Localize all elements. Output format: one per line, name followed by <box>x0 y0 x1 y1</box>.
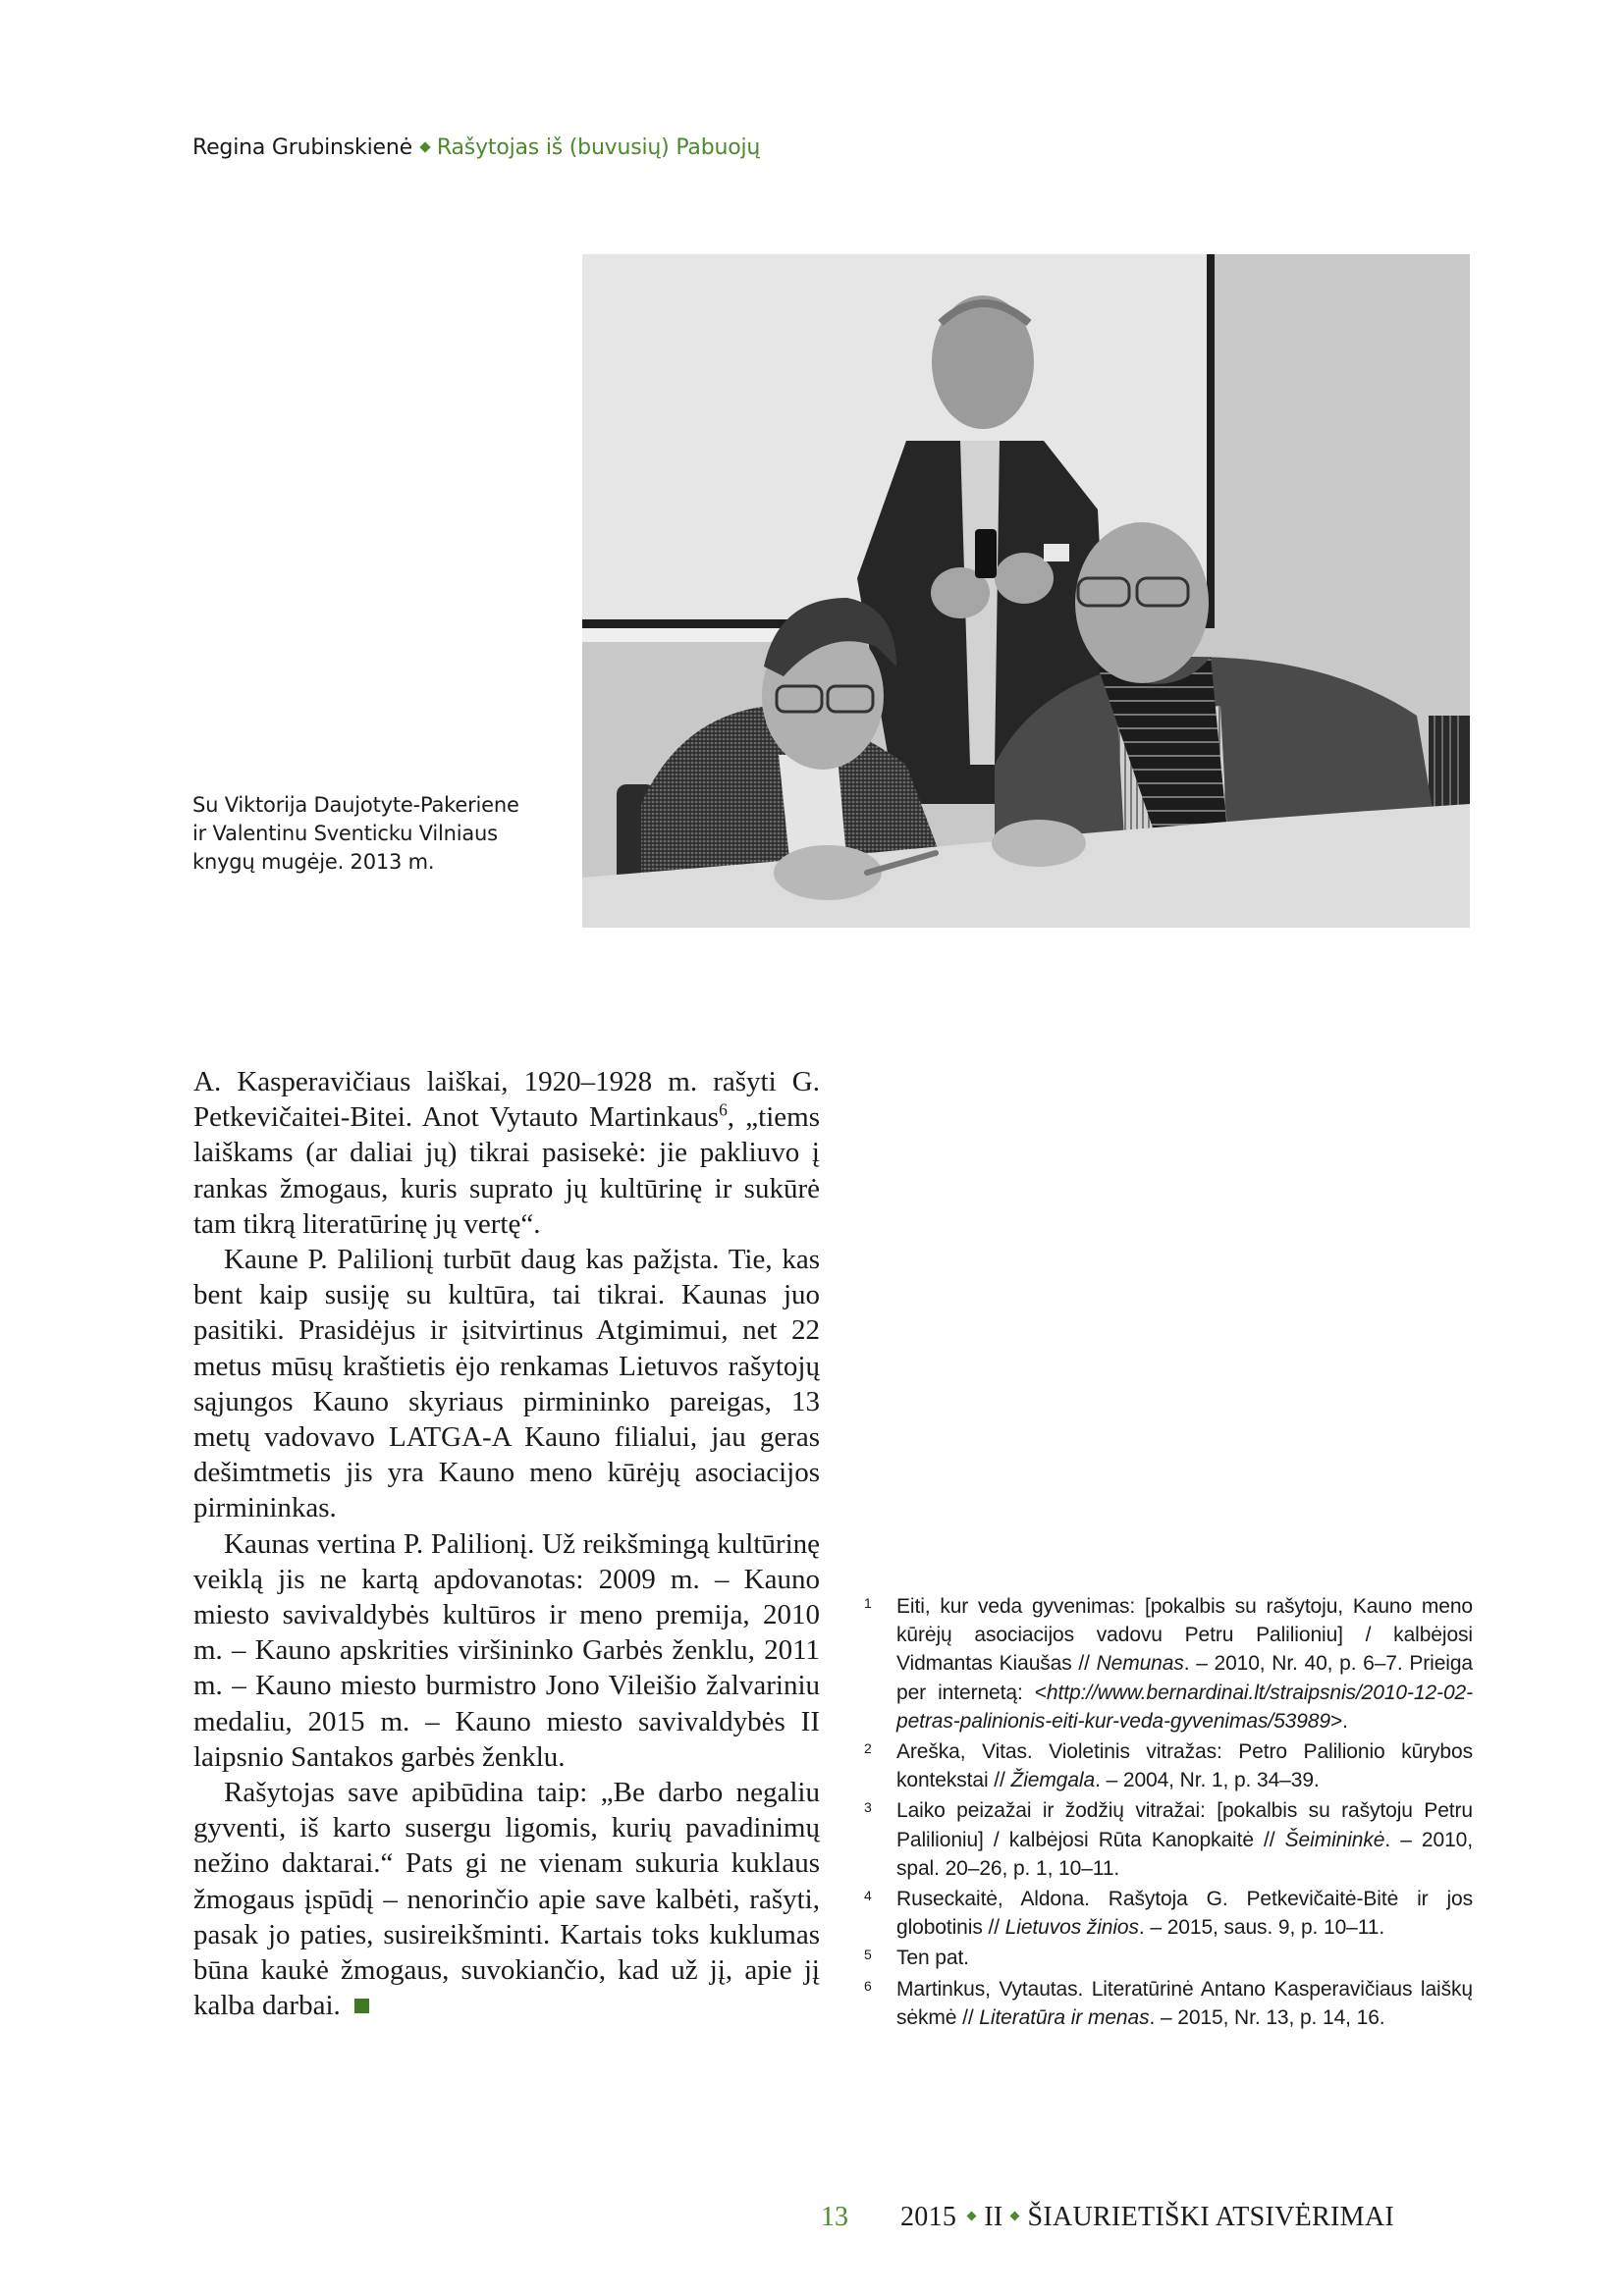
paragraph: Rašytojas save apibūdina taip: „Be darbo negaliu gyventi, iš karto susergu ligomis, kurių pavadinimų nežino daktarai.“ Pats gi ne vienam sukuria kuklaus žmogaus įspūdį – nenorinčio apie save kalbėti, rašyti, pasak jo paties, susireikšminti. Kartais toks kuklumas būna kaukė žmogaus, suvokiančio, kad už jį, apie jį kalba darbai. <box>193 1777 820 2022</box>
photograph <box>582 254 1470 928</box>
end-mark-square-icon <box>354 1999 369 2013</box>
paragraph: Kaunas vertina P. Palilionį. Už reikšmingą kultūrinę veiklą jis ne kartą apdovanotas: 2009 m. – Kauno miesto savivaldybės kultūros ir meno premija, 2010 m. – Kauno apskrities viršininko Garbės ženklu, 2011 m. – Kauno miesto burmistro Jono Vileišio žalvariniu medaliu, 2015 m. – Kauno miesto savivaldybės II laipsnio Santakos garbės ženklu. <box>193 1527 820 1773</box>
footnote <box>862 1796 1473 1883</box>
footnote-number: 6 <box>864 1977 872 1994</box>
footer-journal-title: ŠIAURIETIŠKI ATSIVĖRIMAI <box>1027 2202 1394 2232</box>
paragraph: A. Kasperavičiaus laiškai, 1920–1928 m. rašyti G. Petkevičaitei-Bitei. Anot Vytauto Martinkaus$^6$, „tiems laiškams (ar daliai jų) tikrai pasisekė: jie pakliuvo į rankas žmogaus, kuris suprato jų kultūrinę ir sukūrė tam tikrą literatūrinę jų vertę“. <box>193 1066 820 1240</box>
running-head-author: Regina Grubinskienė <box>192 135 412 160</box>
footnote <box>862 1975 1473 2032</box>
footnote-number: 2 <box>864 1740 872 1757</box>
footnote <box>862 1592 1473 1735</box>
running-head-title: Rašytojas iš (buvusių) Pabuojų <box>436 135 761 160</box>
footer-year: 2015 <box>900 2202 957 2232</box>
footnote <box>862 1944 1473 1972</box>
footnote-number: 4 <box>864 1888 872 1904</box>
footnote-text: Areška, Vitas. Violetinis vitražas: Petro Palilionio kūrybos kontekstai // Žiemgala. – 2004, Nr. 1, p. 34–39. <box>896 1740 1473 1792</box>
footnote-number: 3 <box>864 1799 872 1816</box>
footnote-text: Eiti, kur veda gyvenimas: [pokalbis su rašytoju, Kauno meno kūrėjų asociacijos vadovu Petru Palilioniu] / kalbėjosi Vidmantas Kiaušas // Nemunas. – 2010, Nr. 40, p. 6–7. Prieiga per internetą: <http://www.bernardinai.lt/straipsnis/2010-12-02-petras-palinionis-eiti-kur-veda-gyvenimas/53989>. <box>896 1595 1473 1733</box>
page-number: 13 <box>821 2202 848 2232</box>
footnotes <box>862 1592 1473 2034</box>
running-head <box>192 135 760 160</box>
footnote-text: Laiko peizažai ir žodžių vitražai: [pokalbis su rašytoju Petru Palilioniu] / kalbėjosi Rūta Kanopkaitė // Šeimininkė. – 2010, spal. 20–26, p. 1, 10–11. <box>896 1799 1473 1880</box>
article-body <box>193 1064 820 2023</box>
paragraph: Kaune P. Palilionį turbūt daug kas pažįsta. Tie, kas bent kaip susiję su kultūra, tai tikrai. Kaunas juo pasitiki. Prasidėjus ir įsitvirtinus Atgimimui, net 22 metus mūsų kraštietis ėjo renkamas Lietuvos rašytojų sąjungos Kauno skyriaus pirmininko pareigas, 13 metų vadovavo LATGA-A Kauno filialui, jau geras dešimtmetis jis yra Kauno meno kūrėjų asociacijos pirmininkas. <box>193 1244 820 1524</box>
footer-issue: II <box>984 2202 1003 2232</box>
footnote-number: 1 <box>864 1595 872 1611</box>
diamond-icon <box>967 2212 977 2221</box>
footnote-text: Ten pat. <box>896 1947 969 1970</box>
diamond-icon <box>419 141 430 152</box>
footnote <box>862 1885 1473 1942</box>
journal-footer <box>900 2202 1394 2233</box>
diamond-icon <box>1010 2212 1020 2221</box>
footnote-text: Ruseckaitė, Aldona. Rašytoja G. Petkevičaitė-Bitė ir jos globotinis // Lietuvos žinios. – 2015, saus. 9, p. 10–11. <box>896 1888 1473 1940</box>
footnote <box>862 1737 1473 1794</box>
footnote-ref[interactable]: 6 <box>719 1099 728 1120</box>
footnote-number: 5 <box>864 1947 872 1963</box>
photo-caption: Su Viktorija Daujotyte-Pakeriene ir Valentinu Sventicku Vilniaus knygų mugėje. 2013 m. <box>192 793 519 874</box>
footnote-text: Martinkus, Vytautas. Literatūrinė Antano Kasperavičiaus laiškų sėkmė // Literatūra ir menas. – 2015, Nr. 13, p. 14, 16. <box>896 1977 1473 2029</box>
